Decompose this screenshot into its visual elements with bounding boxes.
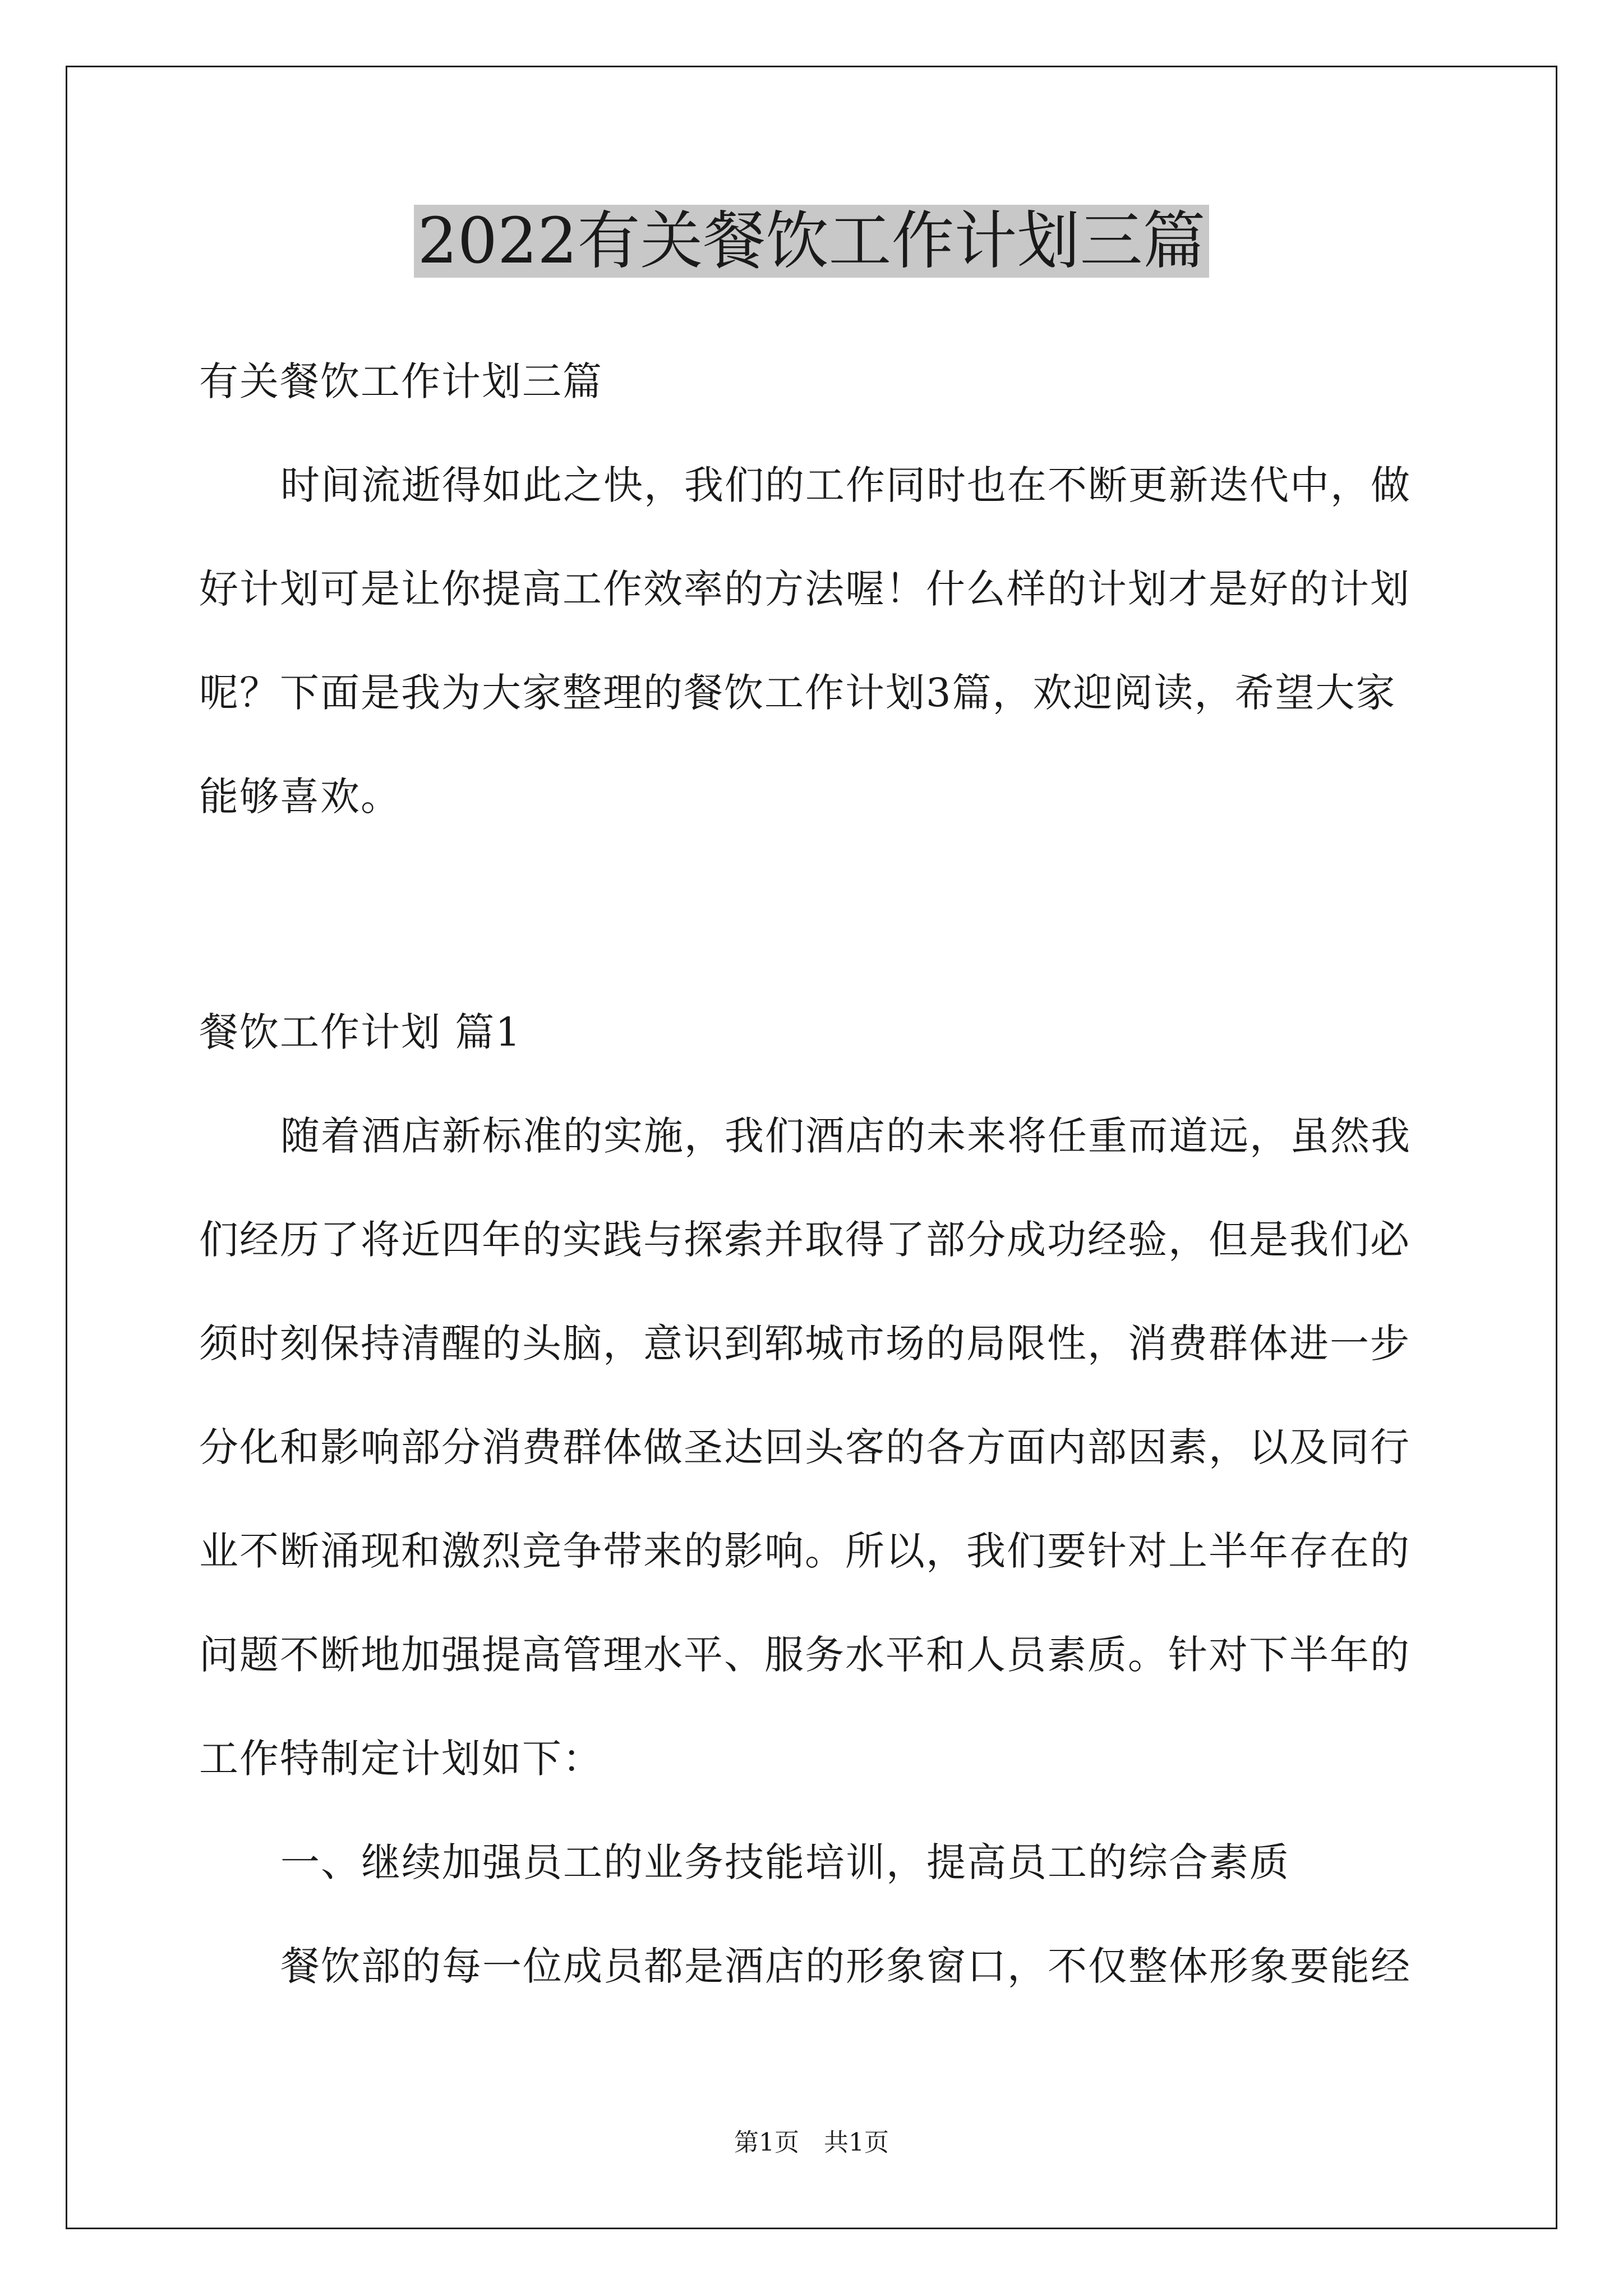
point-1-heading: 一、继续加强员工的业务技能培训，提高员工的综合素质 [280,1839,1290,1885]
section-line-2: 们经历了将近四年的实践与探索并取得了部分成功经验，但是我们必 [199,1217,1410,1263]
section-line-7: 工作特制定计划如下： [199,1736,603,1782]
document-title [0,199,1623,283]
document-subtitle: 有关餐饮工作计划三篇 [199,358,603,404]
section-line-4: 分化和影响部分消费群体做圣达回头客的各方面内部因素，以及同行 [199,1424,1410,1470]
document-title-text: 2022有关餐饮工作计划三篇 [414,205,1209,278]
section-line-3: 须时刻保持清醒的头脑，意识到郓城市场的局限性，消费群体进一步 [199,1320,1410,1366]
section-line-5: 业不断涌现和激烈竞争带来的影响。所以，我们要针对上半年存在的 [199,1528,1410,1574]
section-heading: 餐饮工作计划 篇1 [199,1009,522,1055]
point-1-text: 餐饮部的每一位成员都是酒店的形象窗口，不仅整体形象要能经 [280,1943,1411,1989]
intro-line-2: 好计划可是让你提高工作效率的方法喔！什么样的计划才是好的计划 [199,566,1410,612]
intro-line-3: 呢？下面是我为大家整理的餐饮工作计划3篇，欢迎阅读，希望大家 [199,670,1396,716]
page-number: 第1页 共1页 [734,2128,889,2157]
section-line-1: 随着酒店新标准的实施，我们酒店的未来将任重而道远，虽然我 [280,1113,1411,1159]
intro-line-4: 能够喜欢。 [199,774,401,820]
section-line-6: 问题不断地加强提高管理水平、服务水平和人员素质。针对下半年的 [199,1632,1410,1678]
intro-line-1: 时间流逝得如此之快，我们的工作同时也在不断更新迭代中，做 [280,462,1411,508]
